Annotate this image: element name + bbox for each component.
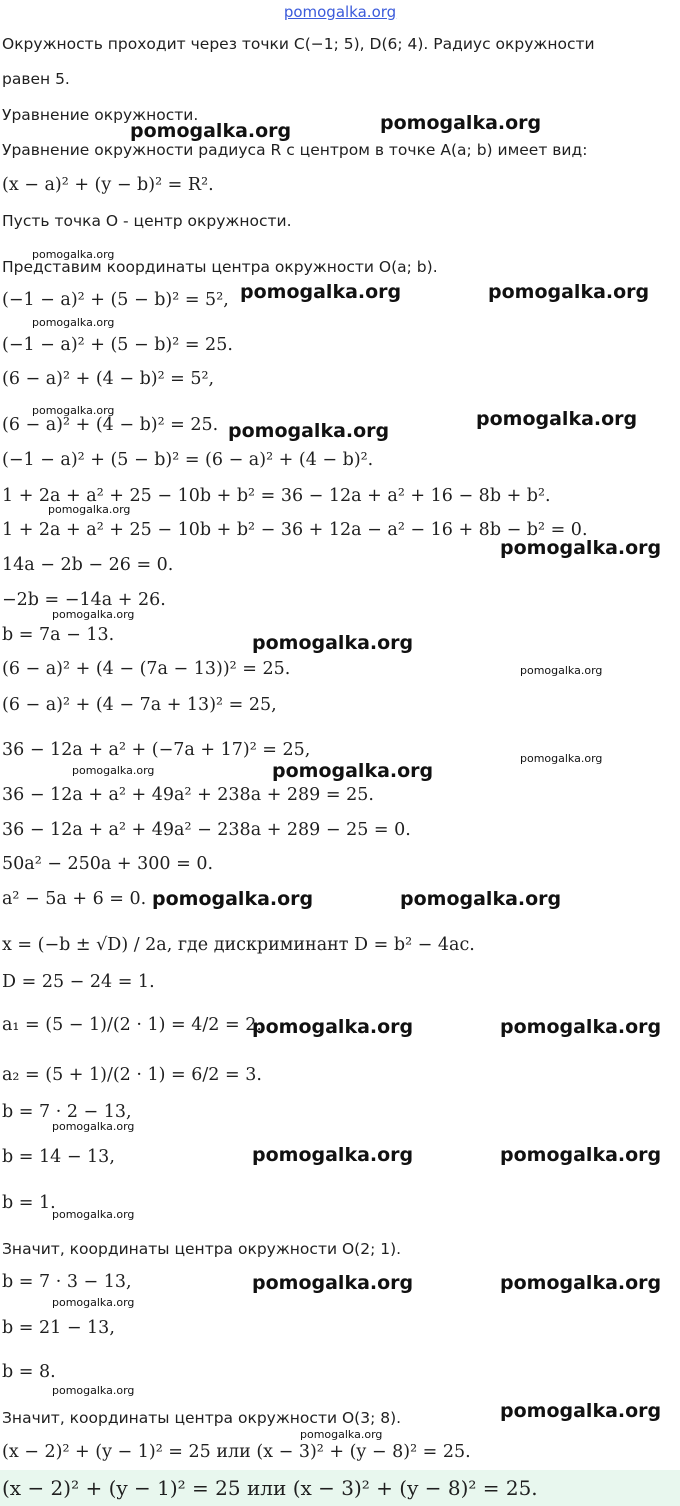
formula-line: 36 − 12a + a² + 49a² + 238a + 289 = 25. [2,785,374,805]
watermark: pomogalka.org [500,1144,662,1166]
watermark: pomogalka.org [488,281,650,303]
watermark: pomogalka.org [52,1120,135,1133]
watermark: pomogalka.org [252,1144,414,1166]
formula-line: (6 − a)² + (4 − 7a + 13)² = 25, [2,695,277,715]
formula-line: 36 − 12a + a² + (−7a + 17)² = 25, [2,740,311,760]
watermark: pomogalka.org [500,537,662,559]
watermark: pomogalka.org [520,752,603,765]
watermark: pomogalka.org [32,248,115,261]
formula-line: x = (−b ± √D) / 2a, где дискриминант D = b² − 4ac. [2,935,475,955]
text-line: Представим координаты центра окружности O(a; b). [2,258,438,276]
formula-line: (−1 − a)² + (5 − b)² = 25. [2,335,233,355]
formula-line: a₁ = (5 − 1)/(2 · 1) = 4/2 = 2. [2,1015,262,1035]
watermark: pomogalka.org [48,503,131,516]
watermark: pomogalka.org [300,1428,383,1441]
formula-line: 1 + 2a + a² + 25 − 10b + b² − 36 + 12a − a² − 16 + 8b − b² = 0. [2,520,588,540]
watermark: pomogalka.org [520,664,603,677]
formula-line: a₂ = (5 + 1)/(2 · 1) = 6/2 = 3. [2,1065,262,1085]
watermark: pomogalka.org [152,888,314,910]
formula-line: b = 1. [2,1193,56,1213]
formula-line: b = 14 − 13, [2,1147,115,1167]
formula-line: (−1 − a)² + (5 − b)² = (6 − a)² + (4 − b)². [2,450,374,470]
formula-line: b = 21 − 13, [2,1318,115,1338]
formula-line: (x − a)² + (y − b)² = R². [2,175,214,195]
formula-line: −2b = −14a + 26. [2,590,166,610]
text-line: Значит, координаты центра окружности O(2; 1). [2,1240,402,1258]
formula-line: (6 − a)² + (4 − b)² = 5², [2,369,215,389]
watermark: pomogalka.org [272,760,434,782]
watermark: pomogalka.org [252,632,414,654]
watermark: pomogalka.org [500,1272,662,1294]
watermark: pomogalka.org [240,281,402,303]
section-heading: Уравнение окружности. [2,106,199,124]
formula-line: D = 25 − 24 = 1. [2,972,155,992]
watermark: pomogalka.org [52,1384,135,1397]
formula-line: b = 7a − 13. [2,625,115,645]
watermark: pomogalka.org [52,1296,135,1309]
watermark: pomogalka.org [32,316,115,329]
watermark: pomogalka.org [476,408,638,430]
formula-line: 50a² − 250a + 300 = 0. [2,854,214,874]
watermark: pomogalka.org [252,1272,414,1294]
formula-line: a² − 5a + 6 = 0. [2,889,147,909]
text-line: Пусть точка O - центр окружности. [2,212,292,230]
watermark: pomogalka.org [52,1208,135,1221]
watermark: pomogalka.org [228,420,390,442]
formula-line: 36 − 12a + a² + 49a² − 238a + 289 − 25 = 0. [2,820,411,840]
watermark: pomogalka.org [500,1400,662,1422]
watermark: pomogalka.org [130,120,292,142]
formula-line: b = 8. [2,1362,56,1382]
watermark: pomogalka.org [252,1016,414,1038]
watermark: pomogalka.org [32,404,115,417]
formula-line: 14a − 2b − 26 = 0. [2,555,174,575]
final-answer: (x − 2)² + (y − 1)² = 25 или (x − 3)² + (y − 8)² = 25. [2,1476,538,1500]
watermark: pomogalka.org [52,608,135,621]
problem-statement-cont: равен 5. [2,70,70,88]
problem-statement: Окружность проходит через точки C(−1; 5), D(6; 4). Радиус окружности [2,35,595,53]
formula-line: (6 − a)² + (4 − b)² = 25. [2,415,219,435]
formula-line: (6 − a)² + (4 − (7a − 13))² = 25. [2,659,291,679]
text-line: Уравнение окружности радиуса R с центром в точке A(a; b) имеет вид: [2,141,588,159]
watermark: pomogalka.org [380,112,542,134]
site-header-link[interactable]: pomogalka.org [283,3,397,21]
text-line: Значит, координаты центра окружности O(3; 8). [2,1409,402,1427]
watermark: pomogalka.org [500,1016,662,1038]
formula-line: 1 + 2a + a² + 25 − 10b + b² = 36 − 12a + a² + 16 − 8b + b². [2,486,551,506]
formula-line: b = 7 · 2 − 13, [2,1102,132,1122]
watermark: pomogalka.org [400,888,562,910]
formula-line: (x − 2)² + (y − 1)² = 25 или (x − 3)² + (y − 8)² = 25. [2,1442,471,1462]
watermark: pomogalka.org [72,764,155,777]
formula-line: (−1 − a)² + (5 − b)² = 5², [2,290,229,310]
formula-line: b = 7 · 3 − 13, [2,1272,132,1292]
